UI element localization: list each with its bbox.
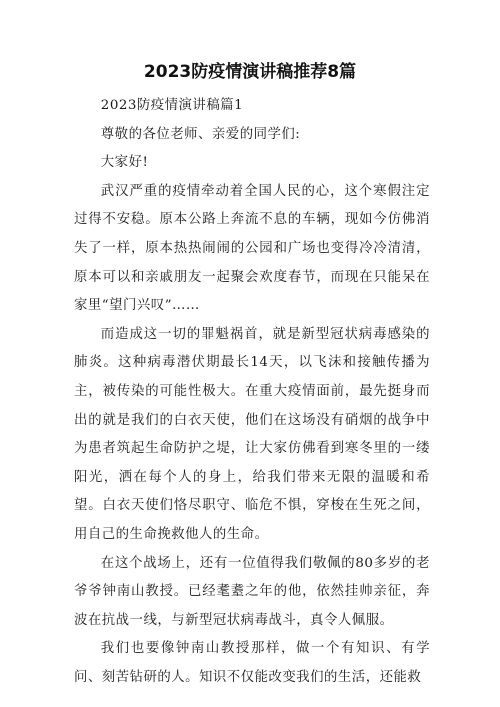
document-title: 2023防疫情演讲稿推荐8篇 — [143, 62, 357, 82]
document-body — [74, 92, 430, 692]
paragraph-heading: 2023防疫情演讲稿篇1 — [100, 98, 244, 113]
paragraph: 而造成这一切的罪魁祸首，就是新型冠状病毒感染的肺炎。这种病毒潜伏期最长14天，以飞沫和接触传播为主，被传染的可能性极大。在重大疫情面前，最先挺身而出的就是我们的白衣天使，他们在这场没有硝烟的战争中为患者筑起生命防护之堤，让大家仿佛看到寒冬里的一缕阳光，洒在每个人的身上，给我们带来无限的温暖和希望。白衣天使们恪尽职守、临危不惧，穿梭在生死之间，用自己的生命挽救他人的生命。 — [74, 326, 430, 542]
paragraph-salutation: 尊敬的各位老师、亲爱的同学们: — [100, 126, 301, 142]
paragraph: 我们也要像钟南山教授那样，做一个有知识、有学问、刻苦钻研的人。知识不仅能改变我们的生活，还能救 — [74, 641, 430, 685]
paragraph: 武汉严重的疫情牵动着全国人民的心，这个寒假注定过得不安稳。原本公路上奔流不息的车辆，现如今仿佛消失了一样，原本热热闹闹的公园和广场也变得冷冷清清，原本可以和亲戚朋友一起聚会欢度春节，而现在只能呆在家里“望门兴叹”…… — [74, 183, 430, 314]
paragraph-greeting: 大家好! — [100, 155, 149, 171]
paragraph: 在这个战场上，还有一位值得我们敬佩的80多岁的老爷爷钟南山教授。已经耄耋之年的他，依然挂帅亲征，奔波在抗战一线，与新型冠状病毒战斗，真令人佩服。 — [74, 555, 430, 628]
